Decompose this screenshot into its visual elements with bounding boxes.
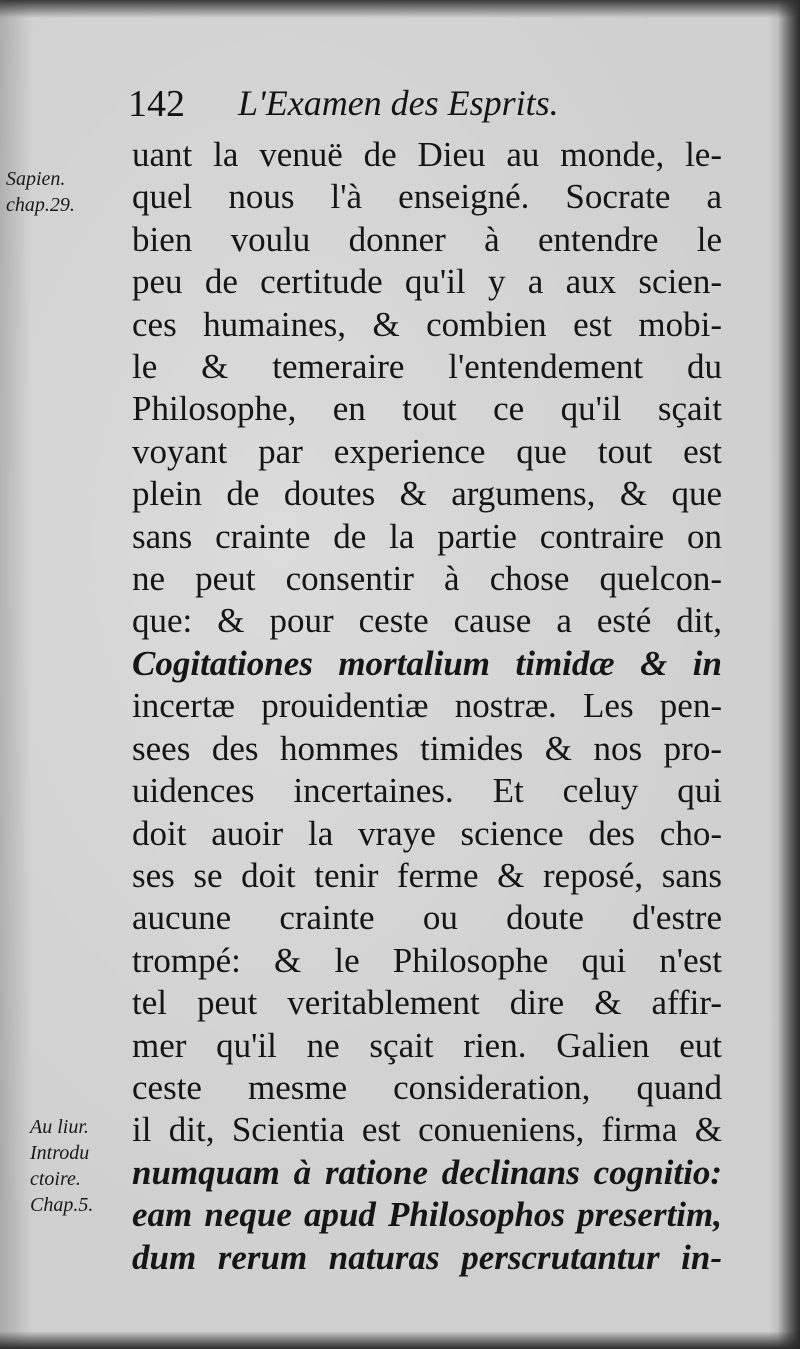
text-line: ceste mesme consideration, quand	[132, 1067, 722, 1107]
margin-note-line: Chap.5.	[30, 1194, 94, 1216]
text-line: aucune crainte ou doute d'estre	[132, 898, 722, 938]
text-line: uant la venuë de Dieu au monde, le-	[132, 135, 722, 174]
latin-quote-line: numquam à ratione declinans cognitio:	[132, 1152, 722, 1192]
text-line: ses se doit tenir ferme & reposé, sans	[132, 855, 722, 895]
text-line: Philosophe, en tout ce qu'il sçait	[132, 389, 722, 429]
page-header	[128, 82, 648, 134]
page-top-shadow	[0, 0, 800, 18]
text-line: voyant par experience que tout est	[132, 431, 722, 471]
text-line: sans crainte de la partie contraire on	[132, 516, 722, 556]
margin-note-line: chap.29.	[6, 194, 75, 216]
text-line: quel nous l'à enseigné. Socrate a	[132, 177, 722, 217]
page-right-shadow	[778, 0, 800, 1349]
running-title: L'Examen des Esprits.	[238, 83, 559, 123]
page-number: 142	[128, 83, 185, 125]
margin-note-bottom	[30, 1114, 140, 1218]
text-line: bien voulu donner à entendre le	[132, 219, 722, 259]
text-line: peu de certitude qu'il y a aux scien-	[132, 262, 722, 302]
text-line: sees des hommes timides & nos pro-	[132, 728, 722, 768]
margin-note-top	[6, 166, 124, 218]
latin-quote-line: dum rerum naturas perscrutantur in-	[132, 1237, 722, 1277]
text-line: trompé: & le Philosophe qui n'est	[132, 940, 722, 980]
text-line: que: & pour ceste cause a esté dit,	[132, 601, 722, 641]
margin-note-line: Introdu	[30, 1142, 90, 1164]
text-line: ne peut consentir à chose quelcon-	[132, 559, 722, 599]
latin-quote-line: Cogitationes mortalium timidæ & in	[132, 643, 722, 683]
text-line: doit auoir la vraye science des cho-	[132, 813, 722, 853]
text-line: ces humaines, & combien est mobi-	[132, 304, 722, 344]
text-line: le & temeraire l'entendement du	[132, 347, 722, 387]
text-line: tel peut veritablement dire & affir-	[132, 983, 722, 1023]
margin-note-line: ctoire.	[30, 1168, 81, 1190]
text-line: plein de doutes & argumens, & que	[132, 474, 722, 514]
text-line: incertæ prouidentiæ nostræ. Les pen-	[132, 686, 722, 726]
page-bottom-shadow	[0, 1331, 800, 1349]
margin-note-line: Sapien.	[6, 168, 66, 190]
text-line: uidences incertaines. Et celuy qui	[132, 771, 722, 811]
latin-quote-line: eam neque apud Philosophos presertim,	[132, 1195, 722, 1235]
margin-note-line: Au liur.	[30, 1116, 89, 1138]
text-line: il dit, Scientia est conueniens, firma &	[132, 1110, 722, 1150]
text-line: mer qu'il ne sçait rien. Galien eut	[132, 1025, 722, 1065]
body-text	[132, 134, 722, 1279]
